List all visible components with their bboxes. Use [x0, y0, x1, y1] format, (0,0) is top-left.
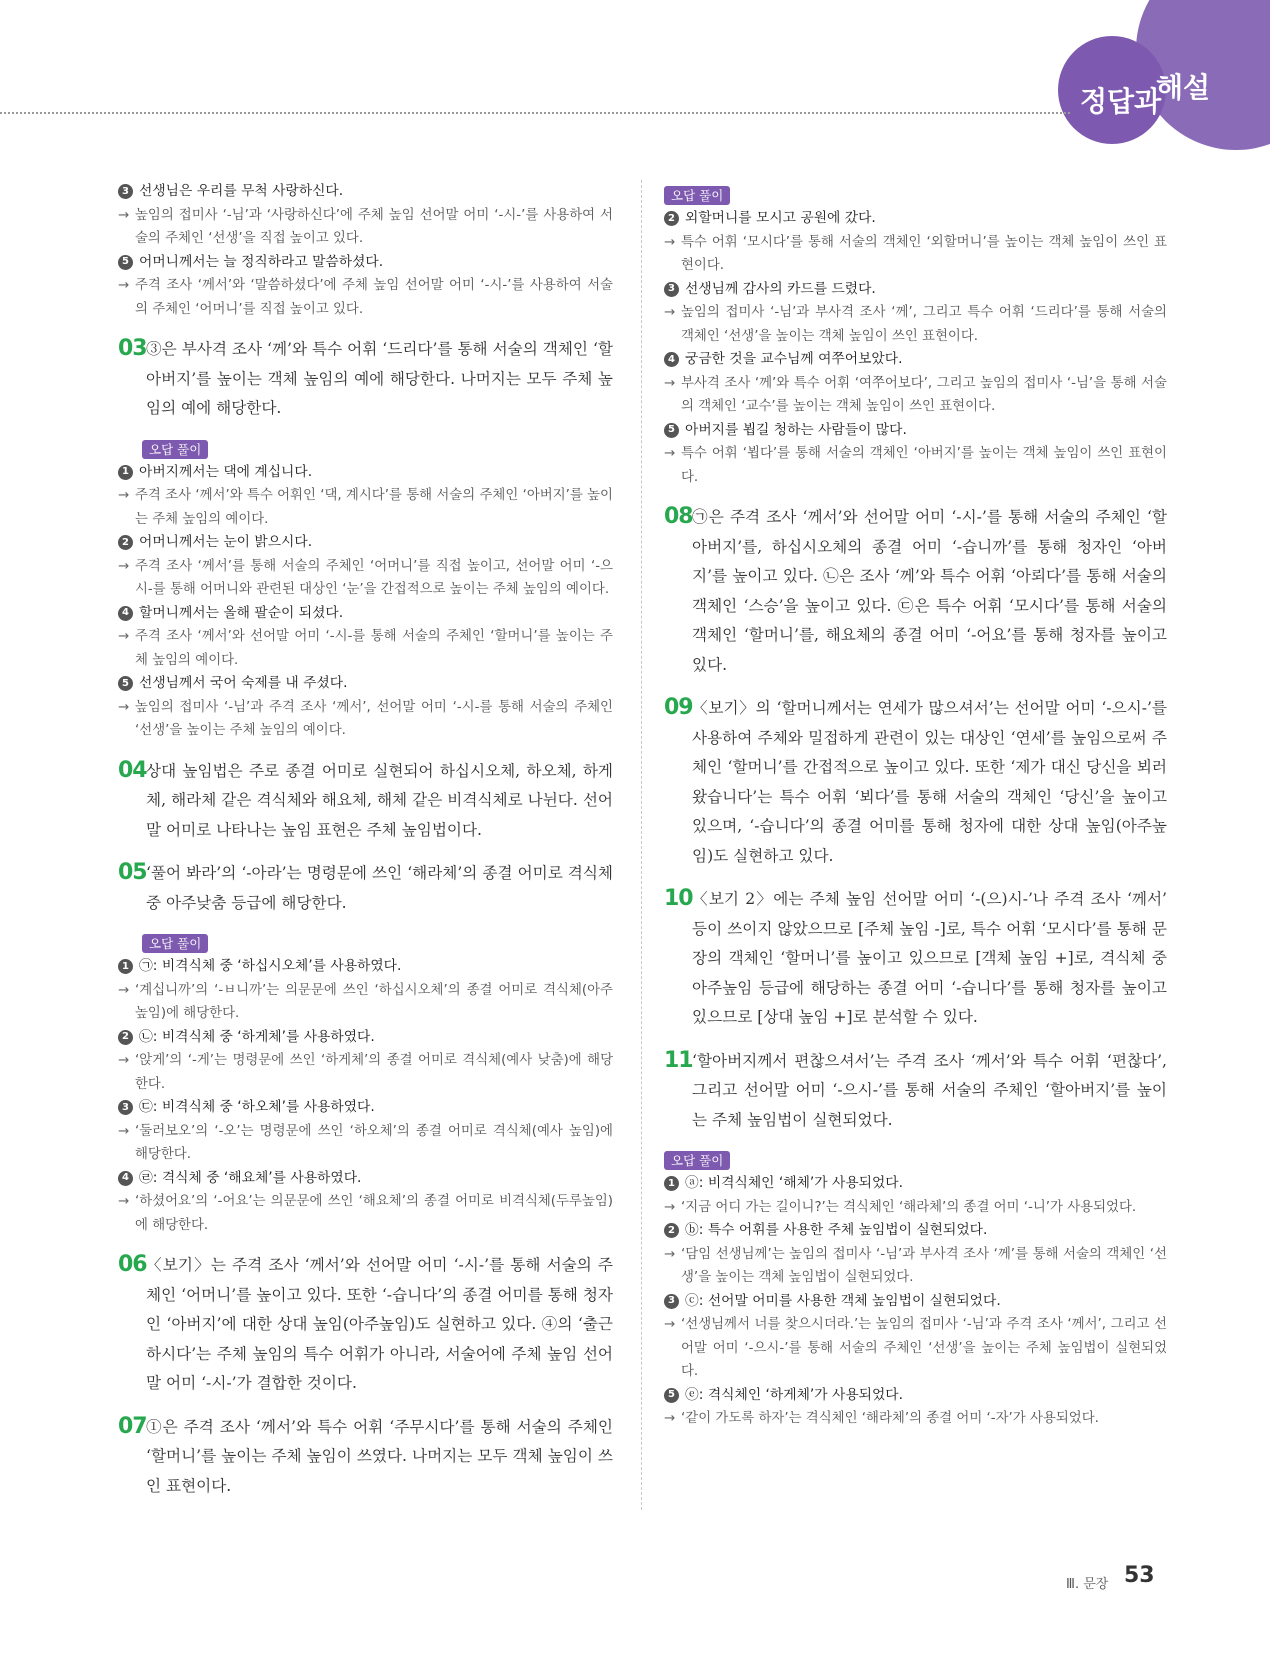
option-explanation — [664, 1313, 1167, 1384]
explanation-text: 주격 조사 ‘께서’와 특수 어휘인 ‘댁, 계시다’를 통해 서술의 주체인 ‘아버지’를 높이는 주체 높임의 예이다. — [135, 488, 613, 527]
option-explanation — [118, 625, 613, 672]
option-sentence: 어머니께서는 눈이 밝으시다. — [139, 534, 313, 550]
option-heading — [118, 180, 613, 204]
option-number-badge: 1 — [664, 1176, 679, 1191]
option-item — [664, 348, 1167, 419]
question-number: 04 — [118, 757, 147, 783]
explanation-text: ‘하셨어요’의 ‘-어요’는 의문문에 쓰인 ‘해요체’의 종결 어미로 비격식체(두루높임)에 해당한다. — [135, 1194, 613, 1233]
wrong-answer-tag: 오답 풀이 — [664, 186, 730, 205]
explanation-text: 주격 조사 ‘께서’를 통해 서술의 주체인 ‘어머니’를 직접 높이고, 선어말 어미 ‘-으시-를 통해 어머니와 관련된 대상인 ‘눈’을 간접적으로 높이는 주체 높임의 예이다. — [135, 558, 613, 597]
option-sentence: 선생님께 감사의 카드를 드렸다. — [685, 280, 876, 297]
question-answer-text: 상대 높임법은 주로 종결 어미로 실현되어 하십시오체, 하오체, 하게체, 해라체 같은 격식체와 해요체, 해체 같은 비격식체로 나뉜다. 선어말 어미로 나타나는 높임 표현은 주체 높임법이다. — [146, 761, 613, 839]
header-title-explanation: 해설 — [1156, 71, 1211, 104]
option-number-badge: 2 — [118, 1030, 133, 1045]
arrow-icon: → — [118, 1123, 130, 1139]
option-heading — [118, 531, 613, 555]
wrong-answer-tag: 오답 풀이 — [142, 934, 208, 953]
option-heading — [118, 672, 613, 696]
question-answer-text: 〈보기〉는 주격 조사 ‘께서’와 선어말 어미 ‘-시-’를 통해 서술의 주체인 ‘어머니’를 높이고 있다. 또한 ‘-습니다’의 종결 어미를 통해 청자인 ‘아버지’에 대한 상대 높임(아주높임)도 실현하고 있다. ④의 ‘출근하시다’는 주체 높임의 특수 어휘가 아니라, 서술어에 주체 높임 선어말 어미 ‘-시-’가 결합한 것이다. — [146, 1256, 613, 1392]
question-05 — [118, 859, 613, 918]
q03-wrong-items — [118, 461, 613, 743]
option-explanation — [118, 555, 613, 602]
option-number-badge: 3 — [664, 282, 679, 297]
option-sentence: ⓒ: 선어말 어미를 사용한 객체 높임법이 실현되었다. — [685, 1292, 1001, 1309]
explanation-text: 높임의 접미사 ‘-님’과 ‘사랑하신다’에 주체 높임 선어말 어미 ‘-시-’를 사용하여 서술의 주체인 ‘선생’을 직접 높이고 있다. — [135, 207, 613, 246]
option-explanation — [664, 442, 1167, 489]
option-explanation — [118, 696, 613, 743]
option-explanation — [118, 484, 613, 531]
pre-items — [118, 180, 613, 321]
arrow-icon: → — [664, 305, 676, 320]
q11-wrong-items — [664, 1172, 1167, 1431]
option-heading — [118, 1026, 613, 1050]
option-explanation — [118, 979, 613, 1026]
explanation-text: ‘계십니까’의 ‘-ㅂ니까’는 의문문에 쓰인 ‘하십시오체’의 종결 어미로 격식체(아주높임)에 해당한다. — [135, 982, 613, 1021]
page-number: 53 — [1124, 1563, 1155, 1588]
question-number: 11 — [664, 1047, 693, 1073]
option-sentence: 궁금한 것을 교수님께 여쭈어보았다. — [685, 351, 903, 367]
option-explanation — [664, 231, 1167, 278]
option-sentence: 선생님께서 국어 숙제를 내 주셨다. — [139, 675, 348, 691]
option-heading — [118, 955, 613, 979]
question-number: 07 — [118, 1413, 147, 1439]
option-item — [664, 278, 1167, 349]
question-03 — [118, 335, 613, 424]
explanation-text: ‘선생님께서 너를 찾으시더라.’는 높임의 접미사 ‘-님’과 주격 조사 ‘께서’, 그리고 선어말 어미 ‘-으시-’를 통해 서술의 주체인 ‘선생’을 높이는 주체 높임법이 실현되었다. — [681, 1317, 1167, 1379]
explanation-text: ‘담임 선생님께’는 높임의 접미사 ‘-님’과 부사격 조사 ‘께’를 통해 서술의 객체인 ‘선생’을 높이는 객체 높임법이 실현되었다. — [681, 1246, 1167, 1285]
option-number-badge: 1 — [118, 465, 133, 480]
option-heading — [664, 348, 1167, 372]
option-heading — [664, 1219, 1167, 1243]
question-number: 06 — [118, 1252, 147, 1277]
option-heading — [664, 419, 1167, 443]
wrong-answer-tag: 오답 풀이 — [142, 440, 208, 459]
option-number-badge: 4 — [118, 606, 133, 621]
arrow-icon: → — [118, 629, 130, 644]
option-sentence: ⓐ: 비격식체인 ‘해체’가 사용되었다. — [685, 1175, 904, 1191]
option-number-badge: 1 — [118, 959, 133, 974]
option-item — [664, 1219, 1167, 1290]
left-column — [118, 180, 613, 1511]
q05-wrong-items — [118, 955, 613, 1237]
arrow-icon: → — [664, 1411, 676, 1426]
arrow-icon: → — [118, 207, 130, 223]
explanation-text: 높임의 접미사 ‘-님’과 부사격 조사 ‘께’, 그리고 특수 어휘 ‘드리다’를 통해 서술의 객체인 ‘선생’을 높이는 객체 높임이 쓰인 표현이다. — [681, 305, 1167, 344]
option-sentence: 어머니께서는 늘 정직하라고 말씀하셨다. — [139, 253, 384, 270]
option-heading — [664, 1384, 1167, 1408]
option-heading — [664, 1172, 1167, 1196]
option-explanation — [118, 1190, 613, 1237]
option-sentence: ⓑ: 특수 어휘를 사용한 주체 높임법이 실현되었다. — [685, 1222, 988, 1238]
arrow-icon: → — [118, 278, 130, 293]
option-heading — [118, 461, 613, 485]
question-answer-text: ‘풀어 봐라’의 ‘-아라’는 명령문에 쓰인 ‘해라체’의 종결 어미로 격식체 중 아주낮춤 등급에 해당한다. — [146, 864, 613, 912]
option-item — [664, 1172, 1167, 1219]
option-item — [664, 1384, 1167, 1431]
question-number: 09 — [664, 695, 693, 720]
explanation-text: 주격 조사 ‘께서’와 ‘말씀하셨다’에 주체 높임 선어말 어미 ‘-시-’를 사용하여 서술의 주체인 ‘어머니’를 직접 높이고 있다. — [135, 278, 613, 317]
option-heading — [118, 602, 613, 626]
option-item — [118, 531, 613, 602]
question-answer-text: 〈보기 2〉에는 주체 높임 선어말 어미 ‘-(으)시-’나 주격 조사 ‘께서’ 등이 쓰이지 않았으므로 [주체 높임 -]로, 특수 어휘 ‘모시다’를 통해 문장의 객체인 ‘할머니’를 높이고 있으므로 [객체 높임 +]로, 격식체 중 아주높임 등급에 해당하는 종결 어미 ‘-습니다’를 통해 청자를 높이고 있으므로 [상대 높임 +]로 분석할 수 있다. — [692, 890, 1167, 1026]
option-sentence: 외할머니를 모시고 공원에 갔다. — [685, 210, 876, 226]
option-item — [118, 602, 613, 673]
arrow-icon: → — [118, 982, 130, 998]
option-item — [664, 1290, 1167, 1384]
question-07 — [118, 1413, 613, 1502]
question-number: 03 — [118, 336, 147, 361]
question-answer-text: ①은 주격 조사 ‘께서’와 특수 어휘 ‘주무시다’를 통해 서술의 주체인 ‘할머니’를 높이는 주체 높임이 쓰였다. 나머지는 모두 객체 높임이 쓰인 표현이다. — [146, 1417, 613, 1495]
option-sentence: ⓔ: 격식체인 ‘하게체’가 사용되었다. — [685, 1386, 904, 1403]
option-number-badge: 5 — [664, 1388, 679, 1403]
option-heading — [664, 278, 1167, 302]
option-item — [118, 1096, 613, 1167]
option-number-badge: 2 — [664, 211, 679, 226]
question-answer-text: ③은 부사격 조사 ‘께’와 특수 어휘 ‘드리다’를 통해 서술의 객체인 ‘할아버지’를 높이는 객체 높임의 예에 해당한다. 나머지는 모두 주체 높임의 예에 해당한다. — [146, 340, 613, 417]
header-title-answers: 정답과 — [1080, 85, 1162, 118]
option-number-badge: 3 — [118, 1100, 133, 1115]
option-item — [118, 180, 613, 251]
question-number: 10 — [664, 886, 693, 911]
question-09 — [664, 694, 1167, 871]
option-sentence: ㉣: 격식체 중 ‘해요체’를 사용하였다. — [139, 1169, 362, 1186]
option-item — [664, 419, 1167, 490]
option-item — [118, 461, 613, 532]
option-item — [118, 955, 613, 1026]
arrow-icon: → — [664, 1199, 676, 1215]
question-number: 05 — [118, 860, 147, 885]
arrow-icon: → — [664, 446, 676, 461]
option-sentence: 선생님은 우리를 무척 사랑하신다. — [139, 183, 344, 199]
option-heading — [118, 1167, 613, 1191]
option-number-badge: 3 — [664, 1294, 679, 1309]
option-explanation — [664, 1196, 1167, 1220]
question-answer-text: ‘할아버지께서 편찮으셔서’는 주격 조사 ‘께서’와 특수 어휘 ‘편찮다’, 그리고 선어말 어미 ‘-으시-’를 통해 서술의 주체인 ‘할아버지’를 높이는 주체 높임법이 실현되었다. — [692, 1051, 1167, 1129]
option-number-badge: 5 — [118, 255, 133, 270]
option-explanation — [118, 274, 613, 321]
option-explanation — [118, 1049, 613, 1096]
question-06 — [118, 1251, 613, 1399]
option-explanation — [118, 204, 613, 251]
option-item — [118, 1026, 613, 1097]
option-sentence: ㉠: 비격식체 중 ‘하십시오체’를 사용하였다. — [139, 958, 402, 974]
option-number-badge: 2 — [664, 1223, 679, 1238]
option-heading — [664, 1290, 1167, 1314]
option-number-badge: 3 — [118, 184, 133, 199]
option-number-badge: 4 — [664, 352, 679, 367]
column-divider — [641, 180, 642, 1510]
explanation-text: 특수 어휘 ‘모시다’를 통해 서술의 객체인 ‘외할머니’를 높이는 객체 높임이 쓰인 표현이다. — [681, 234, 1167, 273]
arrow-icon: → — [664, 375, 676, 391]
explanation-text: 부사격 조사 ‘께’와 특수 어휘 ‘여쭈어보다’, 그리고 높임의 접미사 ‘-님’을 통해 서술의 객체인 ‘교수’를 높이는 객체 높임이 쓰인 표현이다. — [681, 375, 1167, 414]
arrow-icon: → — [118, 1053, 130, 1068]
question-11 — [664, 1047, 1167, 1136]
right-column — [664, 180, 1167, 1431]
question-10 — [664, 885, 1167, 1033]
option-explanation — [664, 1407, 1167, 1431]
option-sentence: ㉢: 비격식체 중 ‘하오체’를 사용하였다. — [139, 1099, 375, 1115]
option-heading — [118, 1096, 613, 1120]
arrow-icon: → — [118, 558, 130, 574]
header-divider — [0, 112, 1070, 114]
explanation-text: ‘같이 가도록 하자’는 격식체인 ‘해라체’의 종결 어미 ‘-자’가 사용되었다. — [681, 1411, 1099, 1426]
explanation-text: ‘앉게’의 ‘-게’는 명령문에 쓰인 ‘하게체’의 종결 어미로 격식체(예사 낮춤)에 해당한다. — [135, 1053, 613, 1092]
arrow-icon: → — [118, 1194, 130, 1209]
arrow-icon: → — [664, 1317, 676, 1332]
option-heading — [664, 207, 1167, 231]
option-heading — [118, 251, 613, 275]
question-04 — [118, 757, 613, 846]
q07-wrong-items — [664, 207, 1167, 489]
option-explanation — [664, 1243, 1167, 1290]
question-08 — [664, 503, 1167, 680]
chapter-label: Ⅲ. 문장 — [1066, 1577, 1109, 1592]
question-number: 08 — [664, 504, 693, 529]
option-item — [664, 207, 1167, 278]
option-sentence: 아버지께서는 댁에 계십니다. — [139, 463, 313, 480]
explanation-text: 특수 어휘 ‘뵙다’를 통해 서술의 객체인 ‘아버지’를 높이는 객체 높임이 쓰인 표현이다. — [681, 446, 1167, 485]
option-number-badge: 2 — [118, 535, 133, 550]
question-answer-text: 〈보기〉의 ‘할머니께서는 연세가 많으셔서’는 선어말 어미 ‘-으시-’를 사용하여 주체와 밀접하게 관련이 있는 대상인 ‘연세’를 높임으로써 주체인 ‘할머니’를 간접적으로 높이고 있다. 또한 ‘제가 대신 당신을 뵈러 왔습니다’는 특수 어휘 ‘뵈다’를 통해 서술의 객체인 ‘당신’을 높이고 있으며, ‘-습니다’의 종결 어미를 통해 청자에 대한 상대 높임(아주높임)도 실현하고 있다. — [692, 699, 1167, 865]
wrong-answer-tag: 오답 풀이 — [664, 1151, 730, 1170]
option-number-badge: 4 — [118, 1171, 133, 1186]
option-item — [118, 251, 613, 322]
arrow-icon: → — [118, 488, 130, 503]
option-sentence: ㉡: 비격식체 중 ‘하게체’를 사용하였다. — [139, 1028, 375, 1045]
option-sentence: 아버지를 뵙길 청하는 사람들이 많다. — [685, 421, 907, 438]
explanation-text: ‘둘러보오’의 ‘-오’는 명령문에 쓰인 ‘하오체’의 종결 어미로 격식체(예사 높임)에 해당한다. — [135, 1123, 613, 1162]
option-sentence: 할머니께서는 올해 팔순이 되셨다. — [139, 604, 344, 621]
option-explanation — [664, 301, 1167, 348]
question-answer-text: ㉠은 주격 조사 ‘께서’와 선어말 어미 ‘-시-’를 통해 서술의 주체인 ‘할아버지’를, 하십시오체의 종결 어미 ‘-습니까’를 통해 청자인 ‘아버지’를 높이고 있다. ㉡은 조사 ‘께’와 특수 어휘 ‘아뢰다’를 통해 서술의 객체인 ‘스승’을 높이고 있다. ㉢은 특수 어휘 ‘모시다’를 통해 서술의 객체인 ‘할머니’를, 해요체의 종결 어미 ‘-어요’를 통해 청자를 높이고 있다. — [692, 508, 1167, 674]
option-number-badge: 5 — [118, 676, 133, 691]
option-item — [118, 1167, 613, 1238]
option-explanation — [664, 372, 1167, 419]
explanation-text: 주격 조사 ‘께서’와 선어말 어미 ‘-시-를 통해 서술의 주체인 ‘할머니’를 높이는 주체 높임의 예이다. — [135, 629, 613, 668]
option-item — [118, 672, 613, 743]
option-explanation — [118, 1120, 613, 1167]
explanation-text: 높임의 접미사 ‘-님’과 주격 조사 ‘께서’, 선어말 어미 ‘-시-를 통해 서술의 주체인 ‘선생’을 높이는 주체 높임의 예이다. — [135, 699, 613, 738]
option-number-badge: 5 — [664, 423, 679, 438]
arrow-icon: → — [118, 699, 130, 715]
arrow-icon: → — [664, 1246, 676, 1262]
explanation-text: ‘지금 어디 가는 길이니?’는 격식체인 ‘해라체’의 종결 어미 ‘-니’가 사용되었다. — [681, 1199, 1137, 1215]
arrow-icon: → — [664, 234, 676, 250]
